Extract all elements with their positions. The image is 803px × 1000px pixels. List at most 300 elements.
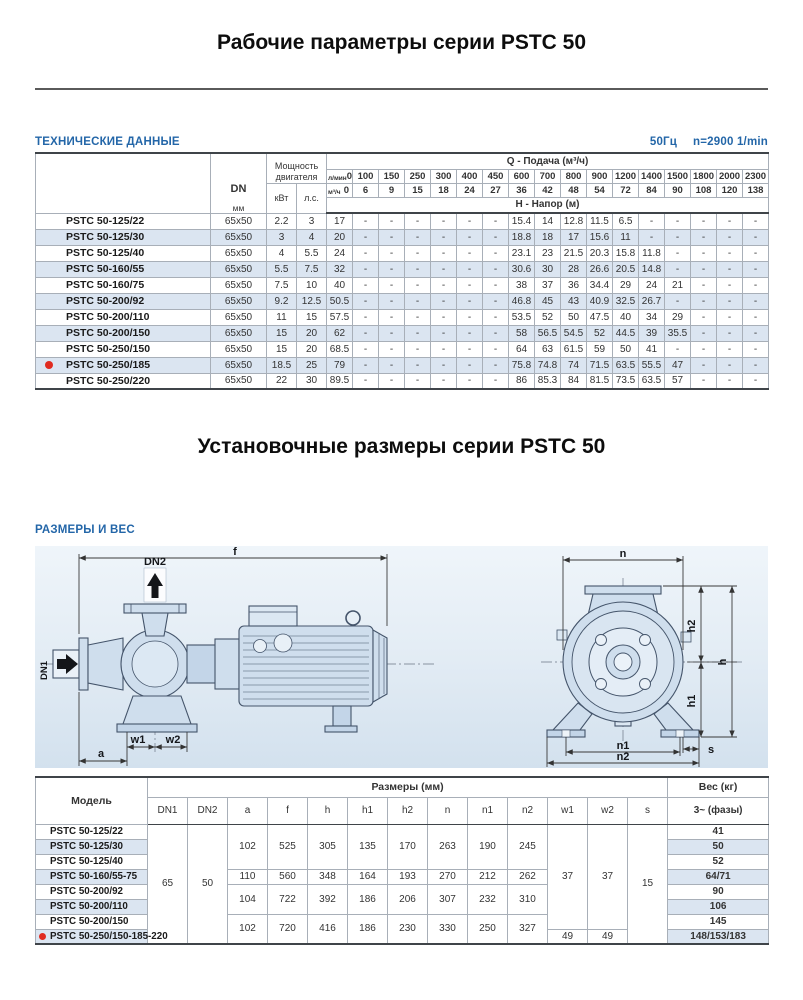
model-cell: PSTC 50-125/40 bbox=[36, 854, 148, 869]
head-value-cell: - bbox=[483, 261, 509, 277]
tech-table-row bbox=[36, 213, 769, 229]
flow-m3h-value: м³/ч 0 bbox=[327, 183, 353, 197]
head-value-cell: 63.5 bbox=[639, 373, 665, 389]
pump-drawing bbox=[35, 546, 768, 768]
model-column-header bbox=[36, 153, 211, 213]
head-value-cell: 73.5 bbox=[613, 373, 639, 389]
head-value-cell: 81.5 bbox=[587, 373, 613, 389]
head-value-cell: - bbox=[353, 213, 379, 229]
flow-lmin-value: 1500 bbox=[665, 169, 691, 183]
power-kw-cell: 7.5 bbox=[267, 277, 297, 293]
head-value-cell: 74 bbox=[561, 357, 587, 373]
dim-col-header-n: n bbox=[428, 797, 468, 824]
head-value-cell: 63.5 bbox=[613, 357, 639, 373]
sizes-header: Размеры (мм) bbox=[148, 777, 668, 797]
head-value-cell: - bbox=[717, 341, 743, 357]
head-value-cell: 54.5 bbox=[561, 325, 587, 341]
head-value-cell: - bbox=[665, 245, 691, 261]
head-value-cell: - bbox=[717, 373, 743, 389]
model-cell: PSTC 50-160/55 bbox=[36, 261, 211, 277]
head-value-cell: 20 bbox=[327, 229, 353, 245]
head-value-cell: - bbox=[743, 261, 769, 277]
head-value-cell: 14.8 bbox=[639, 261, 665, 277]
tech-table-row bbox=[36, 325, 769, 341]
dim-label-h2: h2 bbox=[686, 619, 698, 633]
head-value-cell: - bbox=[691, 373, 717, 389]
head-value-cell: - bbox=[665, 213, 691, 229]
head-value-cell: 21.5 bbox=[561, 245, 587, 261]
head-value-cell: 44.5 bbox=[613, 325, 639, 341]
dn-cell: 65x50 bbox=[211, 357, 267, 373]
model-cell: PSTC 50-200/150 bbox=[36, 325, 211, 341]
dn-column-header: DN мм bbox=[211, 153, 267, 213]
dim-label-h: h bbox=[717, 658, 729, 666]
power-kw-cell: 5.5 bbox=[267, 261, 297, 277]
head-value-cell: - bbox=[665, 229, 691, 245]
dim-w1-cell: 37 bbox=[548, 824, 588, 929]
head-value-cell: 64 bbox=[509, 341, 535, 357]
head-value-cell: 18 bbox=[535, 229, 561, 245]
head-value-cell: - bbox=[379, 341, 405, 357]
head-value-cell: 6.5 bbox=[613, 213, 639, 229]
dn-cell: 65x50 bbox=[211, 341, 267, 357]
head-value-cell: - bbox=[405, 325, 431, 341]
flow-m3h-value: 54 bbox=[587, 183, 613, 197]
dim-h1-cell: 186 bbox=[348, 914, 388, 944]
dim-col-header-n2: n2 bbox=[508, 797, 548, 824]
suction-cone bbox=[88, 638, 123, 690]
dim-col-header-h1: h1 bbox=[348, 797, 388, 824]
head-value-cell: - bbox=[457, 229, 483, 245]
weight-cell: 106 bbox=[668, 899, 769, 914]
head-value-cell: 86 bbox=[509, 373, 535, 389]
head-value-cell: - bbox=[457, 357, 483, 373]
flow-lmin-value: 800 bbox=[561, 169, 587, 183]
head-value-cell: - bbox=[691, 229, 717, 245]
dim-table-row bbox=[36, 824, 769, 839]
flow-m3h-value: 6 bbox=[353, 183, 379, 197]
power-kw-cell: 15 bbox=[267, 325, 297, 341]
head-value-cell: 47 bbox=[665, 357, 691, 373]
model-cell: PSTC 50-250/185 bbox=[36, 357, 211, 373]
head-value-cell: - bbox=[483, 229, 509, 245]
head-value-cell: - bbox=[379, 357, 405, 373]
head-value-cell: 40 bbox=[613, 309, 639, 325]
head-value-cell: 11 bbox=[613, 229, 639, 245]
flow-lmin-value: 700 bbox=[535, 169, 561, 183]
flow-lmin-value: 600 bbox=[509, 169, 535, 183]
power-kw-cell: 22 bbox=[267, 373, 297, 389]
head-value-cell: 15.4 bbox=[509, 213, 535, 229]
flow-lmin-value: 400 bbox=[457, 169, 483, 183]
head-value-cell: - bbox=[743, 245, 769, 261]
power-hp-cell: 20 bbox=[297, 325, 327, 341]
dn-cell: 65x50 bbox=[211, 325, 267, 341]
head-value-cell: 50.5 bbox=[327, 293, 353, 309]
dim-h1-cell: 135 bbox=[348, 824, 388, 869]
kw-unit-header: кВт bbox=[267, 183, 297, 213]
head-value-cell: 24 bbox=[327, 245, 353, 261]
head-value-cell: 84 bbox=[561, 373, 587, 389]
dim-n-cell: 263 bbox=[428, 824, 468, 869]
head-value-cell: 47.5 bbox=[587, 309, 613, 325]
section-title-dimensions-weight: РАЗМЕРЫ И ВЕС bbox=[35, 524, 135, 536]
head-value-cell: 41 bbox=[639, 341, 665, 357]
dim-a-cell: 110 bbox=[228, 869, 268, 884]
head-value-cell: - bbox=[379, 245, 405, 261]
head-value-cell: 74.8 bbox=[535, 357, 561, 373]
head-value-cell: 89.5 bbox=[327, 373, 353, 389]
dn-cell: 65x50 bbox=[211, 261, 267, 277]
head-value-cell: - bbox=[483, 213, 509, 229]
dim-f-cell: 720 bbox=[268, 914, 308, 944]
tech-table-row bbox=[36, 229, 769, 245]
dim-a-cell: 102 bbox=[228, 824, 268, 869]
weight-header: Вес (кг) bbox=[668, 777, 769, 797]
dim-col-header-n1: n1 bbox=[468, 797, 508, 824]
head-value-cell: 40.9 bbox=[587, 293, 613, 309]
power-kw-cell: 15 bbox=[267, 341, 297, 357]
model-cell: PSTC 50-125/22 bbox=[36, 824, 148, 839]
model-cell: PSTC 50-125/22 bbox=[36, 213, 211, 229]
flow-m3h-value: 42 bbox=[535, 183, 561, 197]
separator-line bbox=[35, 88, 768, 90]
head-value-cell: - bbox=[353, 373, 379, 389]
dim-f-cell: 525 bbox=[268, 824, 308, 869]
pump-side-view bbox=[43, 572, 435, 752]
dim-n2-cell: 327 bbox=[508, 914, 548, 944]
dim-label-h1: h1 bbox=[686, 694, 698, 708]
dim-model-header: Модель bbox=[36, 777, 148, 824]
head-value-cell: 32 bbox=[327, 261, 353, 277]
tech-table-row bbox=[36, 293, 769, 309]
section-title-technical-data: ТЕХНИЧЕСКИЕ ДАННЫЕ bbox=[35, 136, 180, 148]
dim-n-cell: 330 bbox=[428, 914, 468, 944]
model-cell: PSTC 50-125/30 bbox=[36, 839, 148, 854]
head-value-cell: - bbox=[483, 341, 509, 357]
weight-cell: 50 bbox=[668, 839, 769, 854]
head-value-cell: 85.3 bbox=[535, 373, 561, 389]
dim-col-header-dn2: DN2 bbox=[188, 797, 228, 824]
head-value-cell: 24 bbox=[639, 277, 665, 293]
dim-h1-cell: 164 bbox=[348, 869, 388, 884]
model-cell: PSTC 50-160/55-75 bbox=[36, 869, 148, 884]
head-value-cell: - bbox=[691, 245, 717, 261]
head-header: H - Напор (м) bbox=[327, 197, 769, 213]
dim-f-cell: 722 bbox=[268, 884, 308, 914]
weight-subheader: 3~ (фазы) bbox=[668, 797, 769, 824]
head-value-cell: 21 bbox=[665, 277, 691, 293]
dim-label-n1: n1 bbox=[616, 740, 630, 752]
flow-lmin-value: л/мин 0 bbox=[328, 170, 352, 182]
head-value-cell: - bbox=[431, 325, 457, 341]
power-kw-cell: 18.5 bbox=[267, 357, 297, 373]
model-cell: PSTC 50-125/40 bbox=[36, 245, 211, 261]
head-value-cell: - bbox=[743, 373, 769, 389]
head-value-cell: 30.6 bbox=[509, 261, 535, 277]
head-value-cell: - bbox=[379, 229, 405, 245]
dim-h-cell: 416 bbox=[308, 914, 348, 944]
head-value-cell: - bbox=[379, 277, 405, 293]
tech-section-header bbox=[35, 136, 768, 148]
dim-a-cell: 102 bbox=[228, 914, 268, 944]
head-value-cell: - bbox=[431, 309, 457, 325]
head-value-cell: 75.8 bbox=[509, 357, 535, 373]
head-value-cell: - bbox=[353, 229, 379, 245]
head-value-cell: - bbox=[483, 325, 509, 341]
head-value-cell: 36 bbox=[561, 277, 587, 293]
head-value-cell: - bbox=[483, 245, 509, 261]
head-value-cell: 17 bbox=[327, 213, 353, 229]
head-value-cell: - bbox=[353, 341, 379, 357]
head-value-cell: - bbox=[717, 277, 743, 293]
head-value-cell: 61.5 bbox=[561, 341, 587, 357]
head-value-cell: - bbox=[353, 261, 379, 277]
head-value-cell: 43 bbox=[561, 293, 587, 309]
fan-cover bbox=[373, 630, 387, 702]
lifting-eye bbox=[346, 611, 360, 625]
tech-table-row bbox=[36, 261, 769, 277]
head-value-cell: - bbox=[457, 325, 483, 341]
head-value-cell: 20.5 bbox=[613, 261, 639, 277]
head-value-cell: - bbox=[379, 325, 405, 341]
head-value-cell: - bbox=[457, 341, 483, 357]
head-value-cell: - bbox=[717, 261, 743, 277]
page-title-working-params: Рабочие параметры серии PSTC 50 bbox=[216, 31, 587, 54]
power-hp-cell: 15 bbox=[297, 309, 327, 325]
head-value-cell: 14 bbox=[535, 213, 561, 229]
head-value-cell: - bbox=[379, 373, 405, 389]
dim-n2-cell: 310 bbox=[508, 884, 548, 914]
dim-n-cell: 270 bbox=[428, 869, 468, 884]
flow-lmin-value: 2300 bbox=[743, 169, 769, 183]
dim-col-header-dn1: DN1 bbox=[148, 797, 188, 824]
head-value-cell: 62 bbox=[327, 325, 353, 341]
head-value-cell: 68.5 bbox=[327, 341, 353, 357]
head-value-cell: 53.5 bbox=[509, 309, 535, 325]
model-cell: PSTC 50-125/30 bbox=[36, 229, 211, 245]
dim-col-header-h2: h2 bbox=[388, 797, 428, 824]
head-value-cell: 39 bbox=[639, 325, 665, 341]
head-value-cell: 34.4 bbox=[587, 277, 613, 293]
head-value-cell: 23.1 bbox=[509, 245, 535, 261]
dim-n1-cell: 190 bbox=[468, 824, 508, 869]
pump-foot-pad bbox=[117, 724, 197, 732]
head-value-cell: 35.5 bbox=[665, 325, 691, 341]
dimensions-table bbox=[35, 776, 769, 945]
head-value-cell: - bbox=[353, 277, 379, 293]
head-value-cell: 29 bbox=[665, 309, 691, 325]
dn-cell: 65x50 bbox=[211, 373, 267, 389]
head-value-cell: - bbox=[717, 213, 743, 229]
dim-col-header-w1: w1 bbox=[548, 797, 588, 824]
power-hp-cell: 12.5 bbox=[297, 293, 327, 309]
head-value-cell: - bbox=[457, 373, 483, 389]
head-value-cell: - bbox=[431, 229, 457, 245]
head-value-cell: - bbox=[743, 293, 769, 309]
head-value-cell: - bbox=[743, 229, 769, 245]
frequency-value: 50Гц bbox=[649, 136, 678, 148]
dim-label-f: f bbox=[233, 546, 237, 558]
speed-value: n=2900 1/min bbox=[693, 136, 768, 148]
selection-marker-dot bbox=[39, 933, 46, 940]
weight-cell: 41 bbox=[668, 824, 769, 839]
tech-table-row bbox=[36, 357, 769, 373]
head-value-cell: - bbox=[483, 373, 509, 389]
head-value-cell: - bbox=[691, 309, 717, 325]
power-hp-cell: 7.5 bbox=[297, 261, 327, 277]
head-value-cell: - bbox=[405, 229, 431, 245]
head-value-cell: 26.6 bbox=[587, 261, 613, 277]
dim-label-n: n bbox=[619, 548, 627, 560]
head-value-cell: - bbox=[379, 293, 405, 309]
power-hp-cell: 25 bbox=[297, 357, 327, 373]
dim-h2-cell: 230 bbox=[388, 914, 428, 944]
discharge-neck bbox=[142, 613, 168, 636]
head-value-cell: 46.8 bbox=[509, 293, 535, 309]
head-value-cell: - bbox=[405, 373, 431, 389]
head-value-cell: - bbox=[691, 357, 717, 373]
power-hp-cell: 20 bbox=[297, 341, 327, 357]
dim-n1-cell: 212 bbox=[468, 869, 508, 884]
flow-m3h-value: 15 bbox=[405, 183, 431, 197]
model-cell: PSTC 50-200/150 bbox=[36, 914, 148, 929]
head-value-cell: - bbox=[743, 277, 769, 293]
selection-marker-dot bbox=[45, 361, 53, 369]
head-value-cell: - bbox=[457, 213, 483, 229]
dim-h2-cell: 170 bbox=[388, 824, 428, 869]
dim-label-dn1: DN1 bbox=[39, 660, 50, 680]
head-value-cell: 50 bbox=[561, 309, 587, 325]
head-value-cell: - bbox=[405, 357, 431, 373]
head-value-cell: 34 bbox=[639, 309, 665, 325]
flow-m3h-value: 24 bbox=[457, 183, 483, 197]
power-hp-cell: 4 bbox=[297, 229, 327, 245]
head-value-cell: - bbox=[483, 293, 509, 309]
top-flange bbox=[585, 586, 661, 594]
dn-cell: 65x50 bbox=[211, 229, 267, 245]
power-kw-cell: 9.2 bbox=[267, 293, 297, 309]
dim-h-cell: 392 bbox=[308, 884, 348, 914]
dim-label-s: s bbox=[708, 744, 715, 756]
pump-foot bbox=[123, 696, 191, 724]
head-value-cell: 30 bbox=[535, 261, 561, 277]
dim-n2-cell: 262 bbox=[508, 869, 548, 884]
hp-unit-header: л.с. bbox=[297, 183, 327, 213]
pump-drawings-panel bbox=[35, 546, 768, 768]
head-value-cell: - bbox=[379, 213, 405, 229]
flow-m3h-value: 138 bbox=[743, 183, 769, 197]
head-value-cell: 17 bbox=[561, 229, 587, 245]
head-value-cell: - bbox=[691, 261, 717, 277]
head-value-cell: - bbox=[743, 213, 769, 229]
weight-cell: 148/153/183 bbox=[668, 929, 769, 944]
head-value-cell: 20.3 bbox=[587, 245, 613, 261]
head-value-cell: 55.5 bbox=[639, 357, 665, 373]
model-cell: PSTC 50-250/150 bbox=[36, 341, 211, 357]
dim-h-cell: 348 bbox=[308, 869, 348, 884]
head-value-cell: - bbox=[405, 213, 431, 229]
dim-h-cell: 305 bbox=[308, 824, 348, 869]
dim-col-header-a: a bbox=[228, 797, 268, 824]
dim-col-header-f: f bbox=[268, 797, 308, 824]
head-value-cell: - bbox=[353, 357, 379, 373]
flow-lmin-value: 1400 bbox=[639, 169, 665, 183]
head-value-cell: 40 bbox=[327, 277, 353, 293]
head-value-cell: - bbox=[743, 341, 769, 357]
dim-label-a: a bbox=[97, 748, 105, 760]
terminal-box bbox=[249, 606, 297, 626]
head-value-cell: - bbox=[717, 229, 743, 245]
head-value-cell: 52 bbox=[587, 325, 613, 341]
dim-h1-cell: 186 bbox=[348, 884, 388, 914]
flow-lmin-value: 300 bbox=[431, 169, 457, 183]
dim-dn2-cell: 50 bbox=[188, 824, 228, 944]
head-value-cell: 38 bbox=[509, 277, 535, 293]
head-value-cell: - bbox=[457, 293, 483, 309]
flow-lmin-value: 2000 bbox=[717, 169, 743, 183]
head-value-cell: - bbox=[639, 213, 665, 229]
head-value-cell: - bbox=[691, 341, 717, 357]
dim-h2-cell: 193 bbox=[388, 869, 428, 884]
head-value-cell: - bbox=[639, 229, 665, 245]
power-kw-cell: 2.2 bbox=[267, 213, 297, 229]
head-value-cell: - bbox=[431, 245, 457, 261]
dn-cell: 65x50 bbox=[211, 309, 267, 325]
head-value-cell: - bbox=[483, 277, 509, 293]
head-value-cell: - bbox=[717, 309, 743, 325]
tech-table-row bbox=[36, 245, 769, 261]
dim-label-w1: w1 bbox=[130, 734, 146, 746]
flow-lmin-value: 900 bbox=[587, 169, 613, 183]
dim-a-cell: 104 bbox=[228, 884, 268, 914]
dim-h2-cell: 206 bbox=[388, 884, 428, 914]
head-value-cell: - bbox=[457, 245, 483, 261]
head-value-cell: - bbox=[665, 261, 691, 277]
head-value-cell: - bbox=[353, 309, 379, 325]
head-value-cell: - bbox=[431, 277, 457, 293]
flow-m3h-value: 72 bbox=[613, 183, 639, 197]
model-cell: PSTC 50-200/92 bbox=[36, 884, 148, 899]
flow-lmin-value: 1200 bbox=[613, 169, 639, 183]
discharge-flange bbox=[124, 604, 186, 613]
dim-n2-cell: 245 bbox=[508, 824, 548, 869]
head-value-cell: - bbox=[691, 325, 717, 341]
head-value-cell: 12.8 bbox=[561, 213, 587, 229]
head-value-cell: - bbox=[431, 293, 457, 309]
head-value-cell: - bbox=[379, 309, 405, 325]
head-value-cell: - bbox=[717, 325, 743, 341]
head-value-cell: - bbox=[457, 277, 483, 293]
head-value-cell: - bbox=[665, 341, 691, 357]
dim-col-header-s: s bbox=[628, 797, 668, 824]
tech-table-row bbox=[36, 309, 769, 325]
head-value-cell: - bbox=[431, 373, 457, 389]
dim-label-n2: n2 bbox=[616, 751, 630, 763]
power-hp-cell: 5.5 bbox=[297, 245, 327, 261]
flow-m3h-value: 108 bbox=[691, 183, 717, 197]
head-value-cell: - bbox=[743, 325, 769, 341]
head-value-cell: - bbox=[405, 341, 431, 357]
head-value-cell: - bbox=[405, 309, 431, 325]
head-value-cell: - bbox=[431, 213, 457, 229]
dim-f-cell: 560 bbox=[268, 869, 308, 884]
power-hp-cell: 30 bbox=[297, 373, 327, 389]
head-value-cell: - bbox=[483, 357, 509, 373]
head-value-cell: 71.5 bbox=[587, 357, 613, 373]
head-value-cell: - bbox=[405, 293, 431, 309]
dn-cell: 65x50 bbox=[211, 213, 267, 229]
